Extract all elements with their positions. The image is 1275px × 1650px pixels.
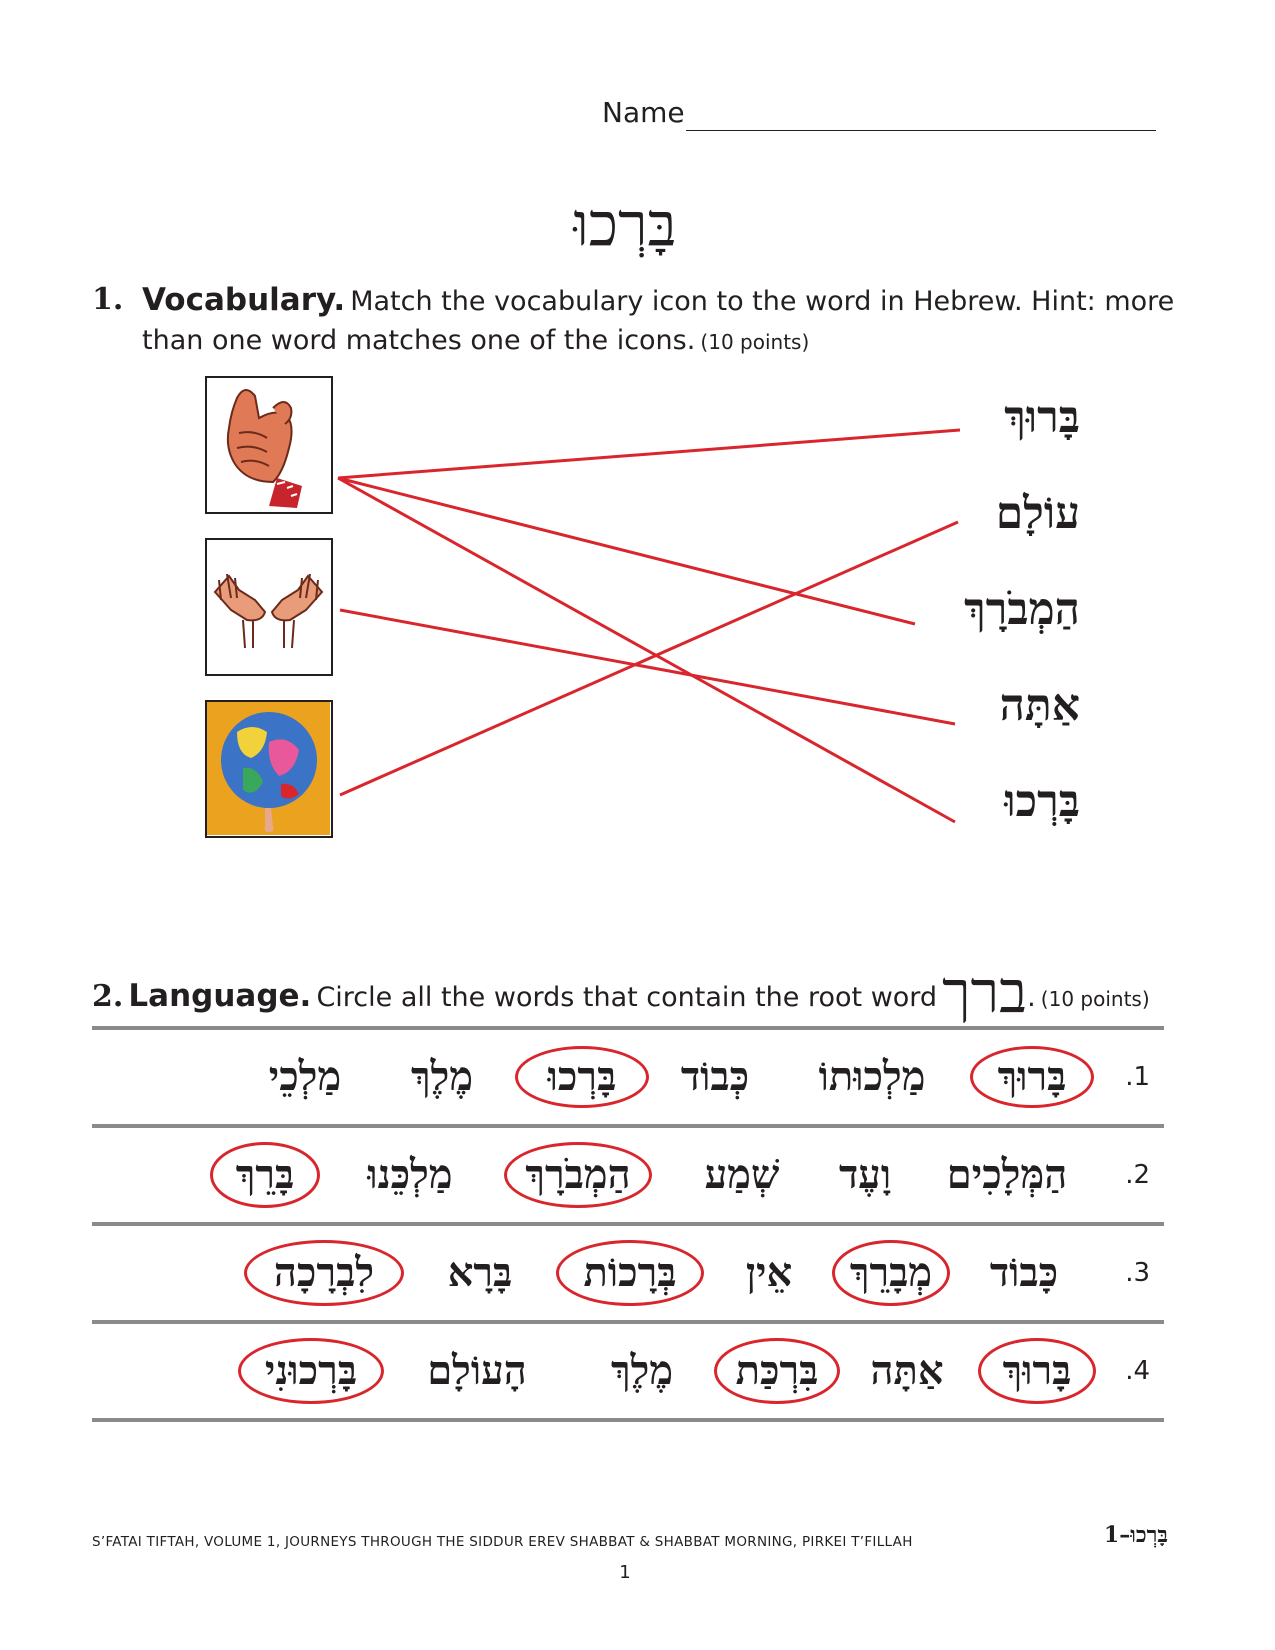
word-cell[interactable]: כְּבוֹד [680,1053,750,1100]
word-cell[interactable]: וָעֶד [838,1151,892,1198]
match-line [340,522,958,795]
question-2-instruction: Circle all the words that contain the root word [316,982,938,1013]
word-cell[interactable]: מֶלֶךְ [410,1053,474,1100]
word-cell[interactable]: מַלְכוּתוֹ [818,1053,926,1100]
question-2-number: 2. [92,979,124,1014]
vocab-word-barchu[interactable]: בָּרְכוּ [1004,776,1080,827]
word-row-3 [92,1226,1164,1320]
question-2-points: (10 points) [1040,987,1150,1011]
word-row-1 [92,1030,1164,1124]
page-title: בָּרְכוּ [573,190,677,260]
word-cell[interactable]: בָּרוּךְ [997,1053,1067,1100]
row-number: .4 [1125,1356,1150,1386]
word-cell[interactable]: בָּרֵךְ [235,1151,295,1198]
row-number: .1 [1125,1062,1150,1092]
vocab-word-hamvorach[interactable]: הַמְבֹרָךְ [964,584,1080,635]
root-word: ברך [942,958,1028,1026]
word-cell[interactable]: בָּרוּךְ [1002,1347,1072,1394]
page-number: 1 [619,1562,631,1583]
word-cell[interactable]: הַמְבֹרָךְ [525,1151,631,1198]
word-row-2 [92,1128,1164,1222]
word-cell[interactable]: בָּרְכוּנִי [264,1347,358,1394]
word-cell[interactable]: כָּבוֹד [989,1249,1059,1296]
match-line [338,478,955,822]
vocab-word-baruch[interactable]: בָּרוּךְ [1004,392,1080,443]
word-cell[interactable]: מַלְכֵי [268,1053,342,1100]
footer-source: S’FATAI TIFTAH, VOLUME 1, JOURNEYS THROUGH THE SIDDUR EREV SHABBAT & SHABBAT MORNING, PIRKEI T’FILLAH [92,1534,913,1550]
question-1-heading: Vocabulary. [142,282,346,318]
word-cell[interactable]: שְׁמַע [704,1151,780,1198]
question-1-number: 1. [92,282,124,317]
word-cell[interactable]: בָּרָא [447,1249,513,1296]
footer-page-label: בָּרְכוּ–1 [1103,1522,1168,1548]
word-cell[interactable]: מֶלֶךְ [610,1347,674,1394]
question-1-points: (10 points) [700,330,810,354]
match-line [338,430,960,478]
row-number: .2 [1125,1160,1150,1190]
word-cell[interactable]: מַלְכֵּנוּ [367,1151,453,1198]
word-cell[interactable]: לִבְרָכָה [273,1249,375,1296]
word-cell[interactable]: הַמְּלָכִים [946,1151,1068,1198]
word-row-4 [92,1324,1164,1418]
word-cell[interactable]: בָּרְכוּ [547,1053,617,1100]
vocab-word-olam[interactable]: עוֹלָם [995,488,1080,539]
name-label: Name [602,96,685,129]
match-line [340,610,955,724]
word-cell[interactable]: הָעוֹלָם [427,1347,527,1394]
word-cell[interactable]: בִּרְכַּת [735,1347,819,1394]
divider [92,1418,1164,1422]
word-cell[interactable]: מְבָרֵךְ [849,1249,933,1296]
match-line [338,478,915,624]
question-2-heading: Language. [128,978,312,1014]
question-1-instruction: Match the vocabulary icon to the word in Hebrew. Hint: more than one word matches one of the icons. [142,286,1175,356]
word-cell[interactable]: אַתָּה [870,1347,944,1394]
vocab-word-atah[interactable]: אַתָּה [999,680,1080,731]
word-cell[interactable]: אֵין [745,1249,793,1296]
row-number: .3 [1125,1258,1150,1288]
word-cell[interactable]: בְּרָכוֹת [583,1249,677,1296]
question-2: 2. Language. Circle all the words that contain the root word ברך. (10 points) [92,958,1150,1026]
